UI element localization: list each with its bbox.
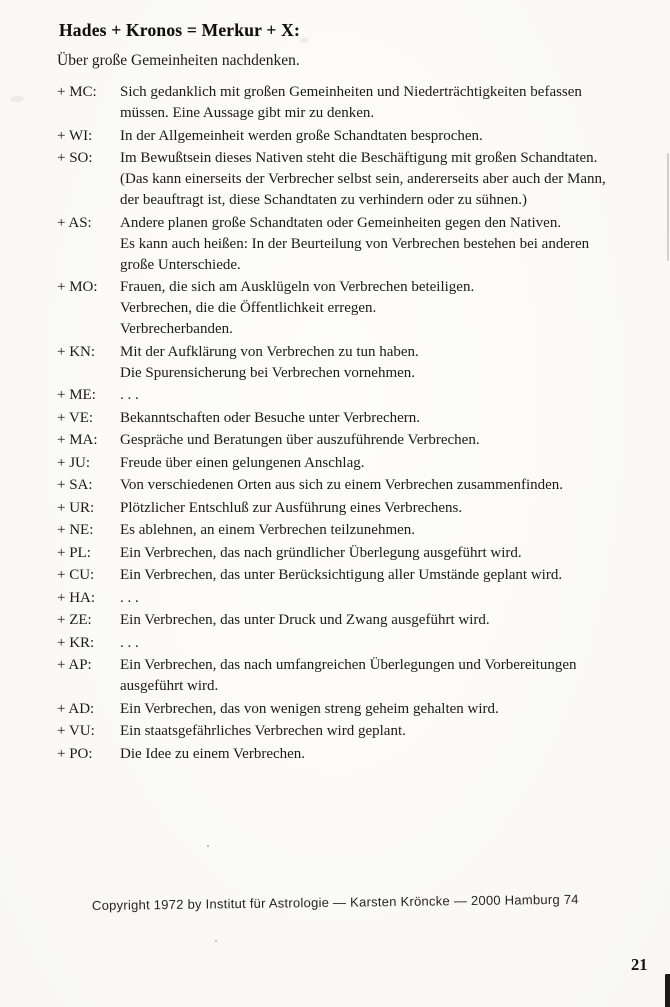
definition-entry [57,277,657,340]
planet-point-label: + MC: [57,84,97,100]
entry-text [120,588,657,609]
entry-text-line: Gespräche und Beratungen über auszuführende Verbrechen. [120,432,480,448]
entry-text-line: . . . [120,387,139,403]
definition-entry [57,498,657,519]
entry-text-line: Freude über einen gelungenen Anschlag. [120,454,365,471]
scan-speck [300,38,308,43]
entry-text [120,565,657,586]
entry-text-line: Von verschiedenen Orten aus sich zu einem Verbrechen zusammenfinden. [120,477,564,493]
definition-entry [57,453,657,474]
definition-entry [57,744,657,765]
page-content [57,19,657,766]
entry-text [120,721,657,742]
planet-point-label: + VE: [57,409,94,426]
entry-text-line: große Unterschiede. [120,256,241,273]
planet-point-label: + KR: [57,634,95,651]
definition-entry [57,588,657,609]
definition-entry [57,565,657,586]
planet-point-label: + AP: [57,657,92,673]
entry-text-line: Andere planen große Schandtaten oder Gemeinheiten gegen den Nativen. [120,214,562,231]
entry-text-line: Ein Verbrechen, das nach gründlicher Überlegung ausgeführt wird. [120,544,522,561]
planet-point-label: + AD: [57,700,95,717]
scan-corner-artifact [665,974,670,1007]
planet-point-label: + WI: [57,127,93,144]
definition-entry [57,610,657,631]
definition-entry [57,385,657,406]
scan-speck [10,96,24,102]
definition-entry [57,213,657,276]
entry-text [120,453,657,474]
entry-text-line: Sich gedanklich mit großen Gemeinheiten und Niederträchtigkeiten befassen [120,84,582,100]
planet-point-label: + SA: [57,477,93,493]
entry-text [120,520,657,541]
entry-text-line: . . . [120,589,139,606]
entry-text-line: In der Allgemeinheit werden große Schandtaten besprochen. [120,127,483,144]
entry-text-line: Bekanntschaften oder Besuche unter Verbrechern. [120,409,421,426]
entry-text [120,744,657,765]
entry-text-line: Ein Verbrechen, das unter Druck und Zwang ausgeführt wird. [120,612,490,628]
entry-text [120,430,657,451]
planet-point-label: + JU: [57,454,91,471]
entry-text-line: . . . [120,634,139,651]
entries-list [57,82,657,765]
entry-text [120,213,657,276]
definition-entry [57,126,657,147]
definition-entry [57,655,657,697]
entry-text [120,342,657,384]
entry-text-line: müssen. Eine Aussage gibt mir zu denken. [120,105,375,121]
entry-text-line: Die Spurensicherung bei Verbrechen vornehmen. [120,364,416,381]
planet-point-label: + UR: [57,499,95,516]
entry-text-line: Frauen, die sich am Ausklügeln von Verbrechen beteiligen. [120,279,475,295]
planet-point-label: + ME: [57,387,96,403]
entry-text [120,498,657,519]
planet-point-label: + ZE: [57,612,92,628]
definition-entry [57,520,657,541]
page-title: Hades + Kronos = Merkur + X: [59,20,300,40]
planet-point-label: + HA: [57,589,96,606]
copyright-line: Copyright 1972 by Institut für Astrologie — Karsten Kröncke — 2000 Hamburg 74 [91,891,579,913]
entry-text [120,82,657,124]
definition-entry [57,148,657,211]
entry-text [120,633,657,654]
planet-point-label: + MA: [57,432,98,448]
entry-text [120,543,657,564]
entry-text-line: Plötzlicher Entschluß zur Ausführung eines Verbrechens. [120,499,463,516]
entry-text-line: Die Idee zu einem Verbrechen. [120,745,306,762]
definition-entry [57,82,657,124]
planet-point-label: + VU: [57,723,95,739]
planet-point-label: + NE: [57,522,94,538]
entry-text [120,408,657,429]
definition-entry [57,408,657,429]
entry-text [120,610,657,631]
entry-text [120,655,657,697]
planet-point-label: + CU: [57,567,95,583]
planet-point-label: + PL: [57,544,91,561]
entry-text [120,277,657,340]
entry-text [120,126,657,147]
entry-text-line: (Das kann einerseits der Verbrecher selbst sein, andererseits aber auch der Mann, [120,171,606,187]
planet-point-label: + AS: [57,214,92,231]
entry-text-line: Ein Verbrechen, das von wenigen streng geheim gehalten wird. [120,700,499,717]
entry-text-line: Verbrechen, die die Öffentlichkeit erregen. [120,300,377,316]
entry-text [120,148,657,211]
definition-entry [57,699,657,720]
entry-text [120,475,657,496]
scan-speck [215,940,217,942]
entry-text-line: der beauftragt ist, diese Schandtaten zu verhindern oder zu sühnen.) [120,192,527,208]
page-number: 21 [631,955,648,974]
page-subtitle: Über große Gemeinheiten nachdenken. [57,52,300,69]
scan-speck [207,845,209,847]
planet-point-label: + PO: [57,745,93,762]
entry-text-line: Mit der Aufklärung von Verbrechen zu tun haben. [120,343,419,360]
entry-text [120,385,657,406]
scan-edge-artifact [667,153,669,261]
planet-point-label: + SO: [57,150,93,166]
planet-point-label: + KN: [57,343,96,360]
entry-text-line: Es kann auch heißen: In der Beurteilung von Verbrechen bestehen bei anderen [120,235,590,252]
planet-point-label: + MO: [57,279,98,295]
entry-text [120,699,657,720]
entry-text-line: Ein Verbrechen, das unter Berücksichtigung aller Umstände geplant wird. [120,567,563,583]
entry-text-line: ausgeführt wird. [120,678,219,694]
definition-entry [57,633,657,654]
entry-text-line: Ein Verbrechen, das nach umfangreichen Überlegungen und Vorbereitungen [120,657,577,673]
entry-text-line: Es ablehnen, an einem Verbrechen teilzunehmen. [120,522,416,538]
definition-entry [57,342,657,384]
entry-text-line: Ein staatsgefährliches Verbrechen wird geplant. [120,723,406,739]
entry-text-line: Im Bewußtsein dieses Nativen steht die Beschäftigung mit großen Schandtaten. [120,150,598,166]
definition-entry [57,721,657,742]
entry-text-line: Verbrecherbanden. [120,321,233,337]
definition-entry [57,430,657,451]
definition-entry [57,543,657,564]
definition-entry [57,475,657,496]
